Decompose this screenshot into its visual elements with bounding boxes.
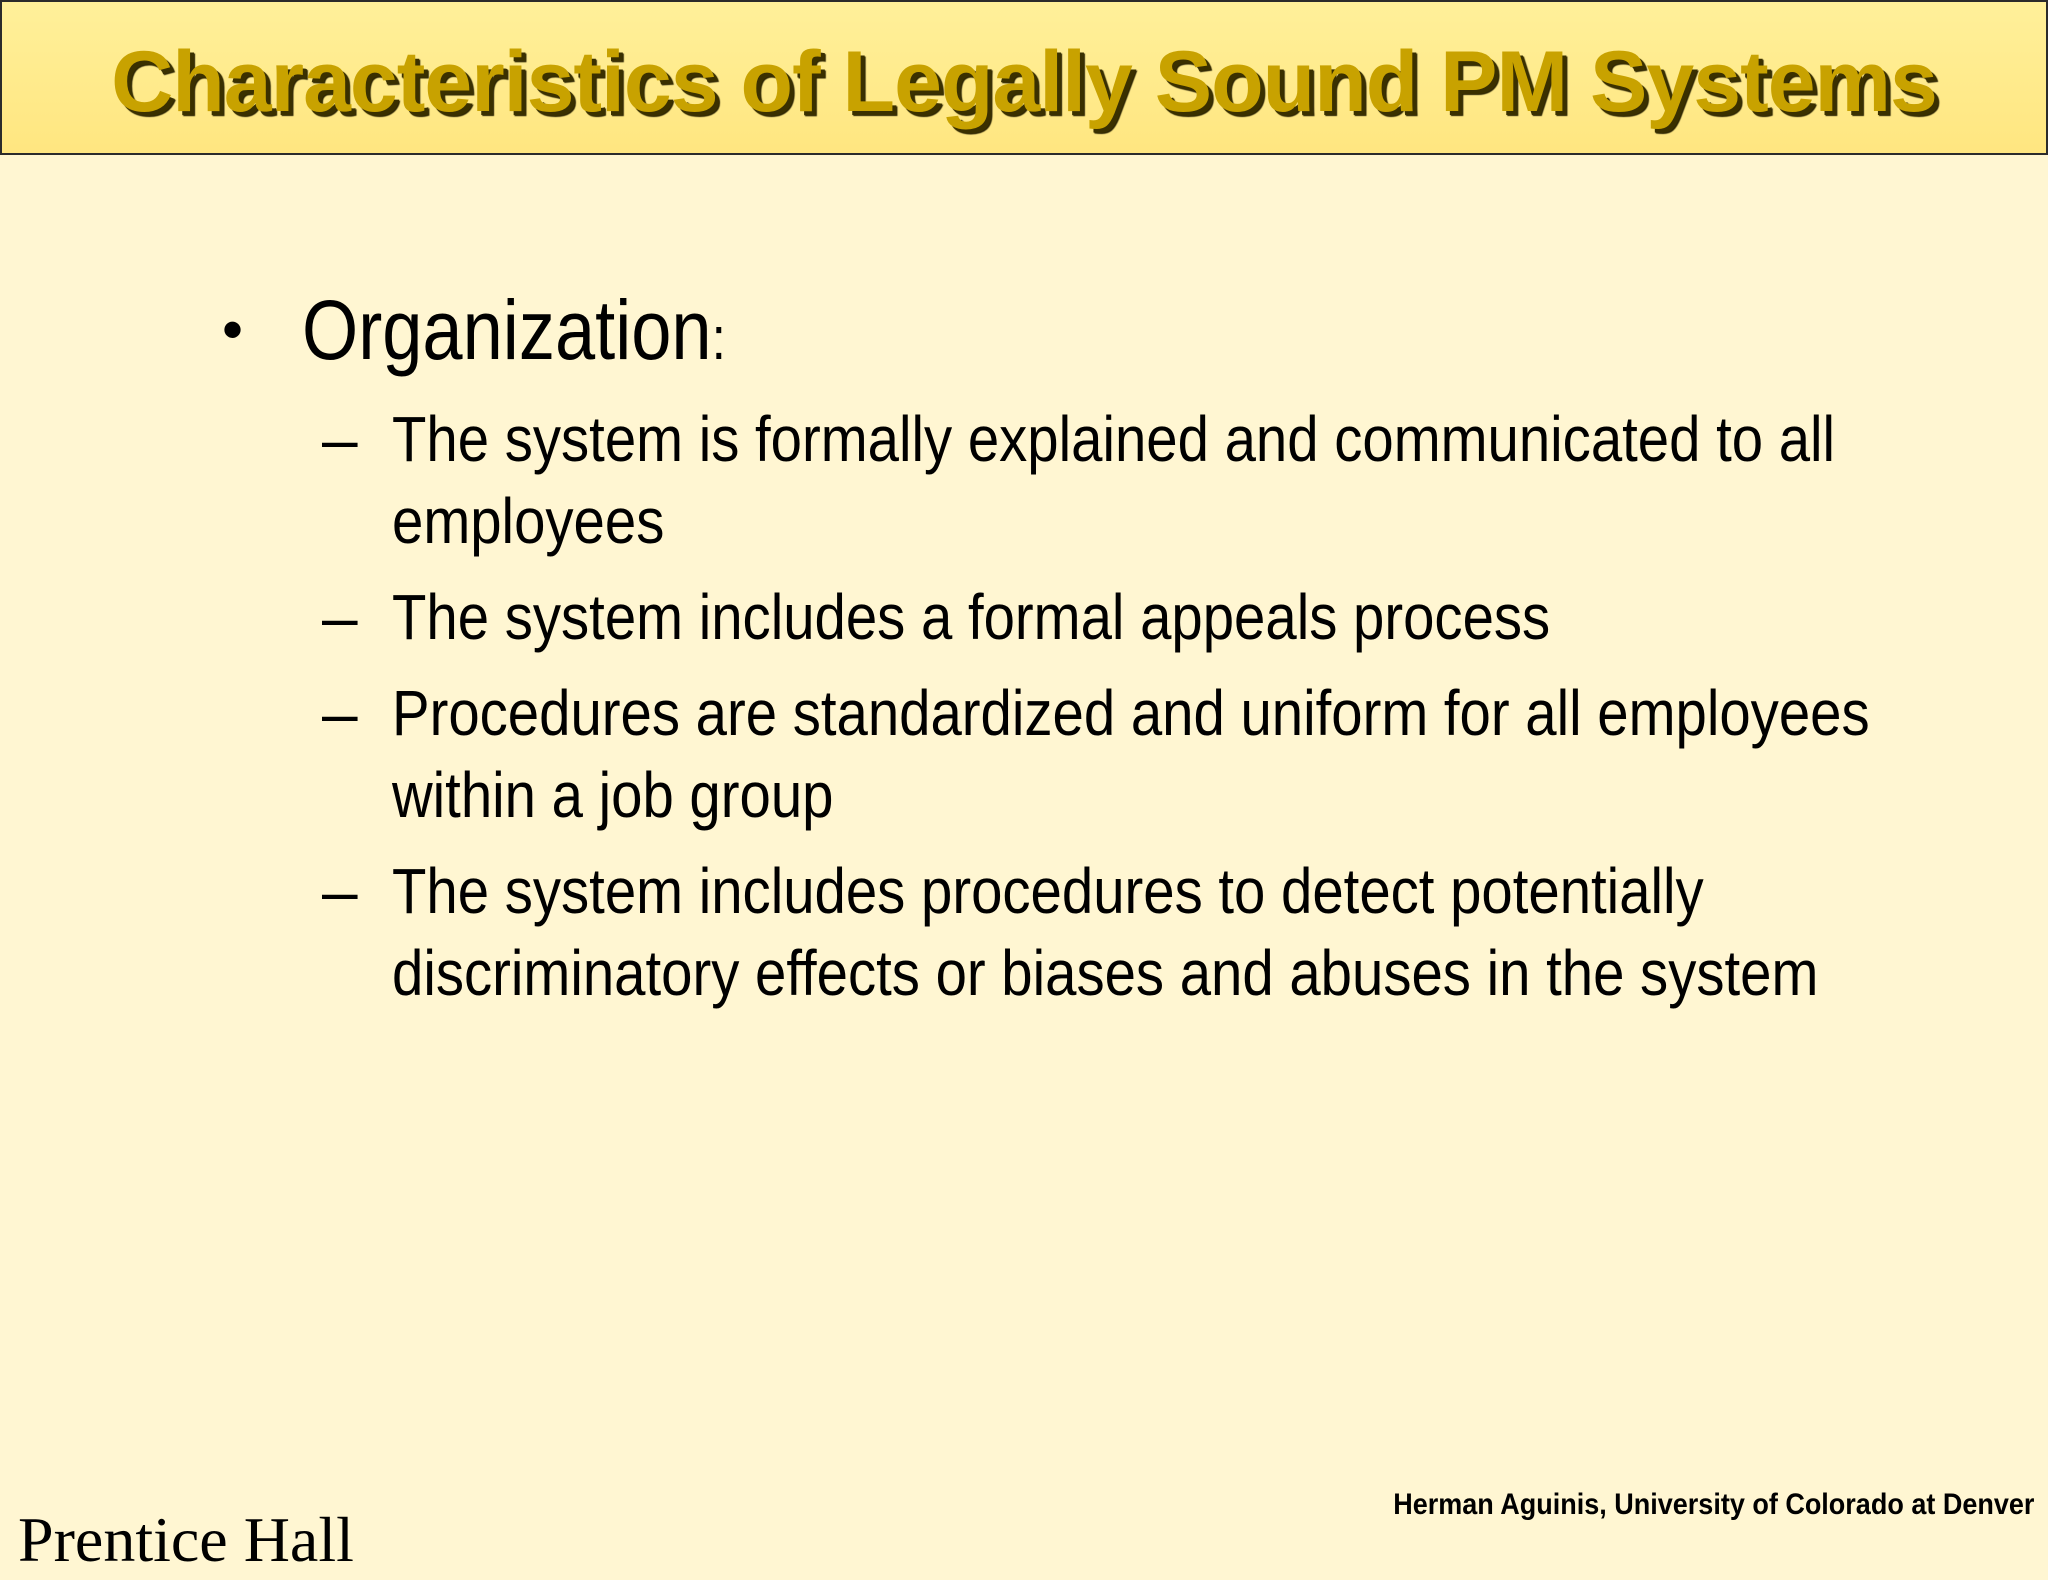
sub-bullet-text: The system is formally explained and communicated to all employees bbox=[392, 403, 1836, 557]
sub-bullet-item bbox=[322, 398, 1942, 562]
bullet-label-suffix: : bbox=[711, 305, 726, 372]
sub-bullet-item bbox=[322, 576, 1942, 658]
dash-icon: – bbox=[322, 677, 358, 749]
title-bar bbox=[0, 0, 2048, 155]
dash-icon: – bbox=[322, 855, 358, 927]
slide-title: Characteristics of Legally Sound PM Systems bbox=[111, 34, 1937, 130]
bullet-label bbox=[302, 270, 726, 399]
sub-bullet-list bbox=[322, 398, 1942, 1028]
bullet-label-text: Organization bbox=[302, 283, 712, 377]
bullet-organization bbox=[222, 270, 795, 399]
dash-icon: – bbox=[322, 581, 358, 653]
footer-publisher: Prentice Hall bbox=[18, 1504, 354, 1575]
sub-bullet-text: Procedures are standardized and uniform for all employees within a job group bbox=[392, 677, 1870, 831]
sub-bullet-text: The system includes procedures to detect potentially discriminatory effects or biases and abuses in the system bbox=[392, 855, 1819, 1009]
sub-bullet-item bbox=[322, 672, 1942, 836]
sub-bullet-text: The system includes a formal appeals process bbox=[392, 581, 1551, 653]
sub-bullet-item bbox=[322, 850, 1942, 1014]
footer-author: Herman Aguinis, University of Colorado at Denver bbox=[1392, 1488, 2034, 1521]
dash-icon: – bbox=[322, 403, 358, 475]
bullet-dot-icon: • bbox=[222, 296, 244, 363]
